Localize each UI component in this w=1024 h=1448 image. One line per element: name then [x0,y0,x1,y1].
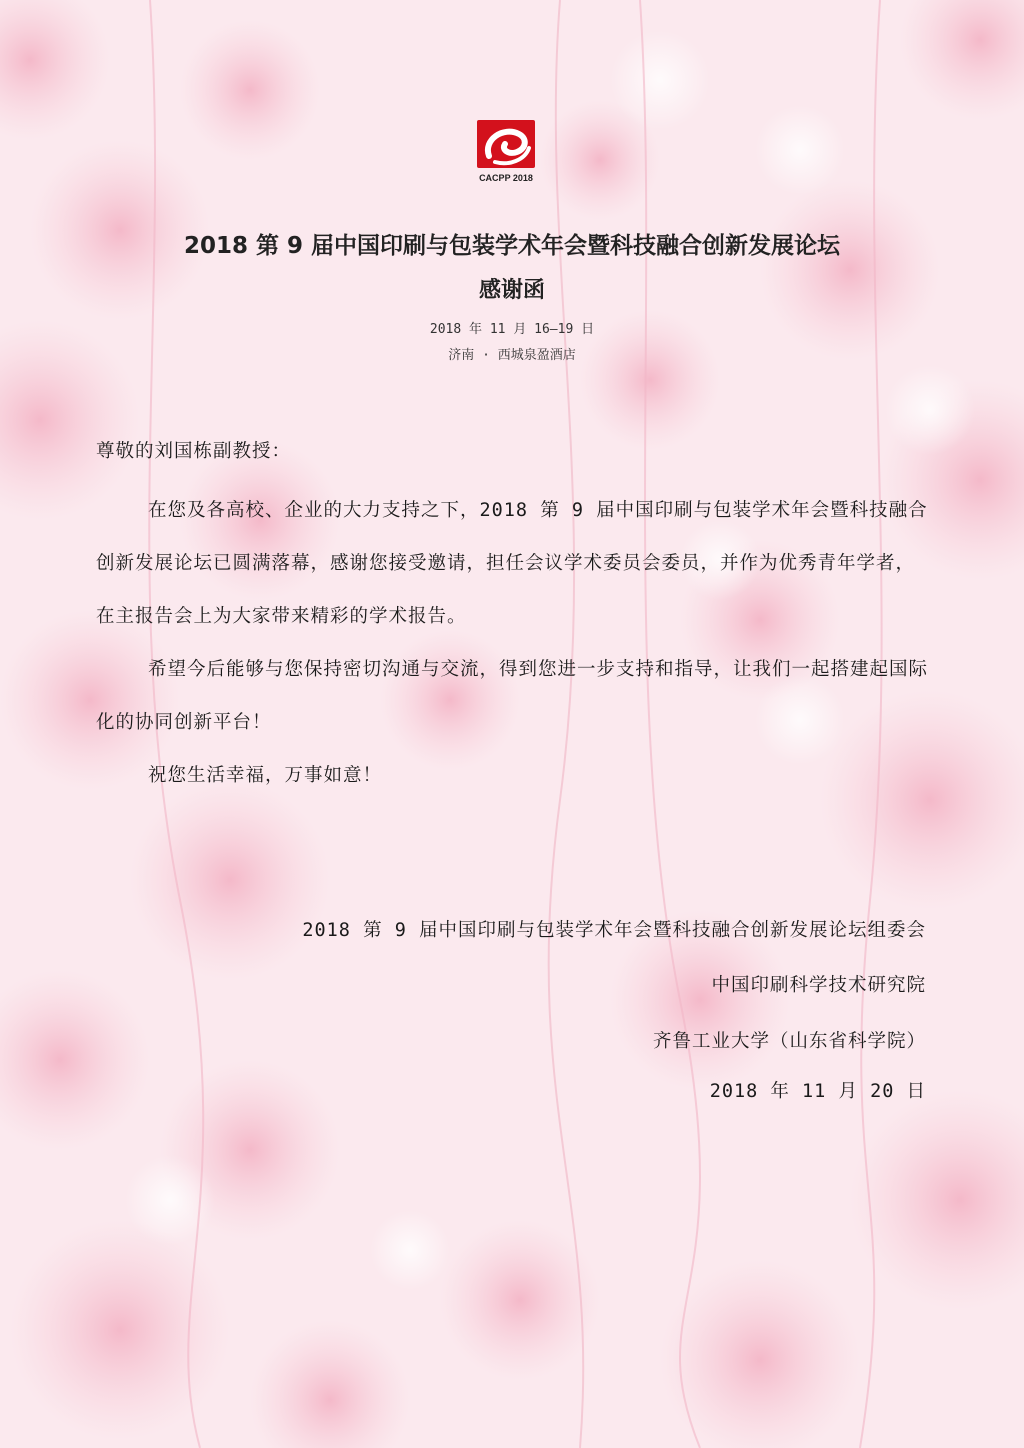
signature-date: 2018 年 11 月 20 日 [709,1081,926,1102]
event-venue: 济南 · 西城泉盈酒店 [448,348,576,363]
paragraph-thanks: 在您及各高校、企业的大力支持之下，2018 第 9 届中国印刷与包装学术年会暨科技融合创新发展论坛已圆满落幕，感谢您接受邀请，担任会议学术委员会委员，并作为优秀青年学者，在主报告会上为大家带来精彩的学术报告。 [96,500,928,627]
salutation: 尊敬的刘国栋副教授： [96,441,292,462]
letter-subtitle: 感谢函 [478,278,545,303]
signature-university: 齐鲁工业大学（山东省科学院） [652,1031,926,1052]
signature-committee: 2018 第 9 届中国印刷与包装学术年会暨科技融合创新发展论坛组委会 [302,920,926,941]
paragraph-wishes: 祝您生活幸福，万事如意！ [148,765,383,786]
logo-caption: CACPP 2018 [479,173,533,183]
paragraph-hope: 希望今后能够与您保持密切沟通与交流，得到您进一步支持和指导，让我们一起搭建起国际化的协同创新平台！ [96,659,929,733]
signature-institute: 中国印刷科学技术研究院 [711,975,926,996]
letter-title: 2018 第 9 届中国印刷与包装学术年会暨科技融合创新发展论坛 [183,233,841,259]
event-date: 2018 年 11 月 16—19 日 [429,322,595,337]
